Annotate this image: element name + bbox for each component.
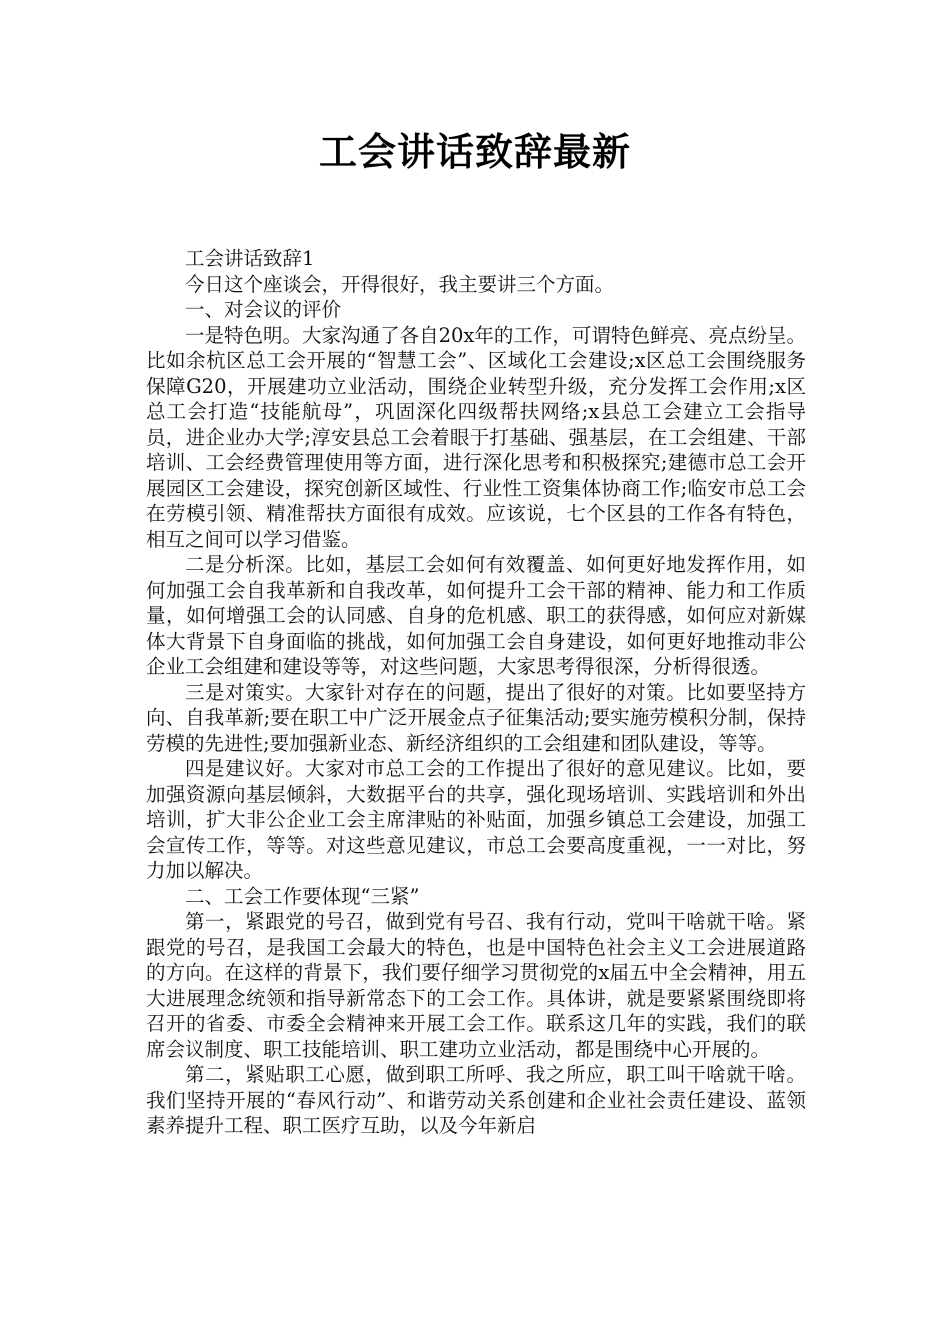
document-body — [146, 246, 806, 1139]
paragraph-features: 一是特色明。大家沟通了各自20x年的工作，可谓特色鲜亮、亮点纷呈。比如余杭区总工会开展的“智慧工会”、区域化工会建设;x区总工会围绕服务保障G20，开展建功立业活动，围绕企业转型升级，充分发挥工会作用;x区总工会打造“技能航母”，巩固深化四级帮扶网络;x县总工会建立工会指导员，进企业办大学;淳安县总工会着眼于打基础、强基层，在工会组建、干部培训、工会经费管理使用等方面，进行深化思考和积极探究;建德市总工会开展园区工会建设，探究创新区域性、行业性工资集体协商工作;临安市总工会在劳模引领、精准帮扶方面很有成效。应该说，七个区县的工作各有特色，相互之间可以学习借鉴。 — [146, 323, 806, 551]
paragraph-analysis: 二是分析深。比如，基层工会如何有效覆盖、如何更好地发挥作用，如何加强工会自我革新和自我改革，如何提升工会干部的精神、能力和工作质量，如何增强工会的认同感、自身的危机感、职工的获得感，如何应对新媒体大背景下自身面临的挑战，如何加强工会自身建设，如何更好地推动非公企业工会组建和建设等等，对这些问题，大家思考得很深，分析得很透。 — [146, 553, 806, 678]
document-title: 工会讲话致辞最新 — [318, 130, 631, 174]
section-heading-2: 二、工会工作要体现“三紧” — [185, 884, 420, 908]
paragraph-second-point: 第二，紧贴职工心愿，做到职工所呼、我之所应，职工叫干啥就干啥。我们坚持开展的“春风行动”、和谐劳动关系创建和企业社会责任建设、蓝领素养提升工程、职工医疗互助，以及今年新启 — [146, 1063, 806, 1137]
paragraph-first-point: 第一，紧跟党的号召，做到党有号召、我有行动，党叫干啥就干啥。紧跟党的号召，是我国工会最大的特色，也是中国特色社会主义工会进展道路的方向。在这样的背景下，我们要仔细学习贯彻党的x届五中全会精神，用五大进展理念统领和指导新常态下的工会工作。具体讲，就是要紧紧围绕即将召开的省委、市委全会精神来开展工会工作。联系这几年的实践，我们的联席会议制度、职工技能培训、职工建功立业活动，都是围绕中心开展的。 — [146, 910, 806, 1061]
paragraph-suggestions: 四是建议好。大家对市总工会的工作提出了很好的意见建议。比如，要加强资源向基层倾斜，大数据平台的共享，强化现场培训、实践培训和外出培训，扩大非公企业工会主席津贴的补贴面，加强乡镇总工会建设，加强工会宣传工作，等等。对这些意见建议，市总工会要高度重视，一一对比，努力加以解决。 — [146, 757, 806, 882]
paragraph-intro: 今日这个座谈会，开得很好，我主要讲三个方面。 — [185, 272, 615, 296]
paragraph-measures: 三是对策实。大家针对存在的问题，提出了很好的对策。比如要坚持方向、自我革新;要在职工中广泛开展金点子征集活动;要实施劳模积分制，保持劳模的先进性;要加强新业态、新经济组织的工会组建和团队建设，等等。 — [146, 680, 806, 755]
paragraph-heading-speech-1: 工会讲话致辞1 — [185, 247, 315, 270]
section-heading-1: 一、对会议的评价 — [185, 298, 342, 321]
